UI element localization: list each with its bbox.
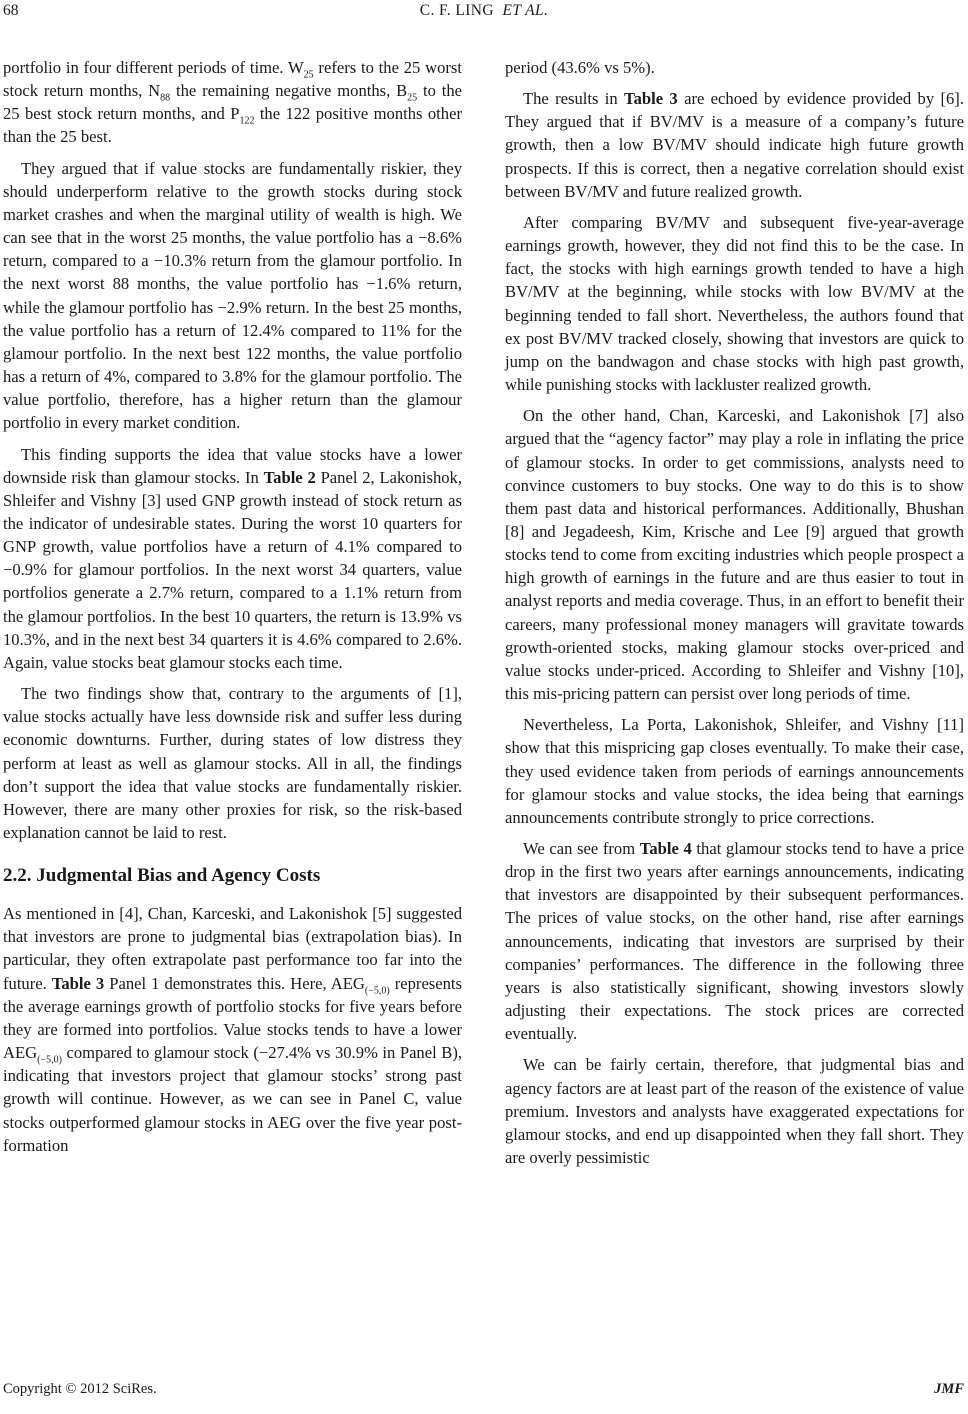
running-head-etal: ET AL. [502, 2, 549, 19]
page-footer [0, 1381, 968, 1405]
paragraph: They argued that if value stocks are fundamentally riskier, they should underperform relative to the growth stocks during stock market crashes and when the marginal utility of wealth is high. We can see that in the worst 25 months, the value portfolio has a −8.6% return, compared to a −10.3% return from the glamour portfolio. In the next worst 88 months, the value portfolio has −1.6% return, while the glamour portfolio has −2.9% return. In the best 25 months, the value portfolio has a return of 12.4% compared to 11% for the glamour portfolio. In the next best 122 months, the value portfolio has a return of 4%, compared to 3.8% for the glamour portfolio. The value portfolio, therefore, has a higher return than the glamour portfolio in every market condition. [3, 158, 462, 433]
paragraph: portfolio in four different periods of time. $W_{25}$ refers to the 25 worst stock return months, $N_{88}$ the remaining negative months, $B_{25}$ to the 25 best stock return months, and $P_{122}$ the 122 positive months other than the 25 best. [3, 58, 463, 147]
copyright: Copyright © 2012 SciRes. [3, 1381, 157, 1397]
paragraph: We can be fairly certain, therefore, that judgmental bias and agency factors are at least part of the reason of the existence of value premium. Investors and analysts have exaggerated expectations for glamour stocks, and end up disappointed when they fall short. They are overly pessimistic [505, 1055, 964, 1168]
section-heading: 2.2. Judgmental Bias and Agency Costs [3, 865, 321, 887]
right-column [505, 56, 964, 1177]
paragraph: The results in Table 3 are echoed by evidence provided by [6]. They argued that if BV/MV is a measure of a company’s future growth, then a low BV/MV should indicate high future growth prospects. If this is correct, then a negative correlation should exist between BV/MV and future realized growth. [505, 89, 964, 201]
left-column [3, 56, 462, 1165]
paragraph: The two findings show that, contrary to the arguments of [1], value stocks actually have less downside risk and suffer less during economic downturns. Further, during states of low distress they perform at least as well as glamour stocks. All in all, the findings don’t support the idea that value stocks are fundamentally riskier. However, there are many other proxies for risk, so the risk-based explanation cannot be laid to rest. [3, 684, 462, 842]
paragraph: period (43.6% vs 5%). [505, 58, 655, 77]
running-head-authors: C. F. LING [419, 2, 494, 19]
paragraph: On the other hand, Chan, Karceski, and Lakonishok [7] also argued that the “agency factor” may play a role in inflating the price of glamour stocks. In order to get commissions, analysts need to convince customers to buy stocks. One way to do this is to show them past data and historical performances. Additionally, Bhushan [8] and Jegadeesh, Kim, Krische and Lee [9] argued that growth stocks tend to come from exciting industries which people prospect a high growth of earnings in the future and are thus easier to tout in analyst reports and media coverage. Thus, in an effort to benefit their careers, many professional money managers will gravitate towards growth-oriented stocks, making glamour stocks over-priced and value stocks under-priced. According to Shleifer and Vishny [10], this mis-pricing pattern can persist over long periods of time. [505, 406, 964, 704]
page-number: 68 [3, 2, 19, 19]
paragraph: As mentioned in [4], Chan, Karceski, and Lakonishok [5] suggested that investors are prone to judgmental bias (extrapolation bias). In particular, they often extrapolate past performance too far into the future. Table 3 Panel 1 demonstrates this. Here, $AEG_{(-5,0)}$ represents the average earnings growth of portfolio stocks for five years before they are formed into portfolios. Value stocks tends to have a lower $AEG_{(-5,0)}$ compared to glamour stock (−27.4% vs 30.9% in Panel B), indicating that investors project that glamour stocks’ strong past growth will continue. However, as we can see in Panel C, value stocks outperformed glamour stocks in AEG over the five year post-formation [3, 904, 462, 1155]
page-header [0, 2, 968, 24]
paragraph: After comparing BV/MV and subsequent five-year-average earnings growth, however, they did not find this to be the case. In fact, the stocks with high earnings growth tended to have a high BV/MV at the beginning, while stocks with low BV/MV at the beginning tended to fall short. Nevertheless, the authors found that ex post BV/MV tracked closely, showing that investors are quick to jump on the bandwagon and chase stocks with high past growth, while punishing stocks with lackluster realized growth. [505, 212, 964, 395]
paragraph: Nevertheless, La Porta, Lakonishok, Shleifer, and Vishny [11] show that this mispricing gap closes eventually. To make their case, they used evidence taken from periods of earnings announcements for glamour stocks and value stocks, the idea being that earnings announcements contribute strongly to price corrections. [505, 715, 964, 827]
journal-abbrev: JMF [934, 1381, 964, 1397]
paragraph: This finding supports the idea that value stocks have a lower downside risk than glamour stocks. In Table 2 Panel 2, Lakonishok, Shleifer and Vishny [3] used GNP growth instead of stock return as the indicator of undesirable states. During the worst 10 quarters for GNP growth, value portfolios have a return of 4.1% compared to −0.9% for glamour portfolios. In the next worst 34 quarters, value portfolios generate a 2.7% return, compared to a 1.1% return from the glamour portfolios. In the best 10 quarters, the return is 13.9% vs 10.3%, and in the next best 34 quarters it is 4.6% compared to 2.6%. Again, value stocks beat glamour stocks each time. [3, 444, 462, 672]
running-head [0, 2, 968, 20]
paragraph: We can see from Table 4 that glamour stocks tend to have a price drop in the first two years after earnings announcements, indicating that investors are disappointed by their subsequent performances. The prices of value stocks, on the other hand, rise after earnings announcements, indicating that investors are surprised by their companies’ performances. The difference in the following three years is also statistically significant, showing investors slowly adjusting their expectations. The stock prices are corrected eventually. [505, 839, 964, 1044]
